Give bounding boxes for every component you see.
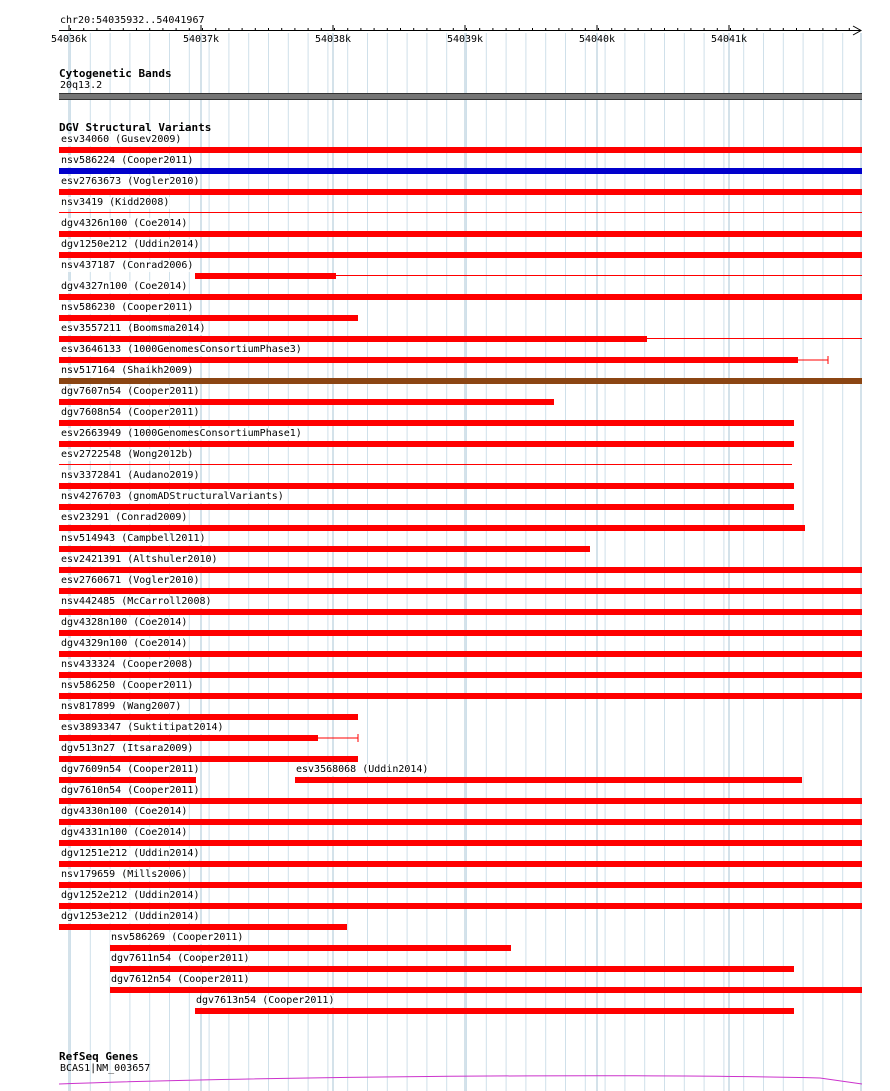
sv-feature-bar[interactable] xyxy=(59,168,862,174)
ruler-tick-label: 54041k xyxy=(710,34,748,45)
sv-feature-bar[interactable] xyxy=(59,924,347,930)
sv-feature-bar[interactable] xyxy=(59,567,862,573)
sv-feature[interactable] xyxy=(295,777,802,783)
sv-feature-label[interactable]: esv3557211 (Boomsma2014) xyxy=(61,323,206,334)
sv-feature-label[interactable]: nsv586230 (Cooper2011) xyxy=(61,302,194,313)
sv-feature-bar[interactable] xyxy=(59,399,554,405)
sv-feature-bar[interactable] xyxy=(59,882,862,888)
sv-feature-label[interactable]: dgv7612n54 (Cooper2011) xyxy=(111,974,250,985)
sv-feature[interactable] xyxy=(59,315,358,321)
sv-feature-bar[interactable] xyxy=(59,336,647,342)
sv-feature-bar[interactable] xyxy=(59,819,862,825)
sv-feature-bar[interactable] xyxy=(59,630,862,636)
sv-feature[interactable] xyxy=(59,861,862,867)
sv-feature-bar[interactable] xyxy=(59,441,794,447)
sv-feature-bar[interactable] xyxy=(59,378,862,384)
sv-feature-bar[interactable] xyxy=(195,1008,794,1014)
gene-intron-line xyxy=(59,1076,862,1084)
sv-feature-bar[interactable] xyxy=(59,147,862,153)
sv-feature-bar[interactable] xyxy=(59,651,862,657)
sv-feature[interactable] xyxy=(59,483,794,489)
sv-feature[interactable] xyxy=(59,168,862,174)
sv-feature-bar[interactable] xyxy=(59,777,196,783)
ruler-tick-label: 54037k xyxy=(182,34,220,45)
sv-feature[interactable] xyxy=(59,588,862,594)
sv-feature-label[interactable]: dgv7613n54 (Cooper2011) xyxy=(196,995,335,1006)
sv-feature-bar[interactable] xyxy=(59,840,862,846)
sv-feature[interactable] xyxy=(110,966,794,972)
sv-feature-bar[interactable] xyxy=(59,756,358,762)
refseq-track-title: RefSeq Genes xyxy=(59,1050,139,1063)
sv-feature-label[interactable]: esv2663949 (1000GenomesConsortiumPhase1) xyxy=(61,428,302,439)
sv-feature-label[interactable]: esv34060 (Gusev2009) xyxy=(61,134,182,145)
sv-feature-label[interactable]: dgv4329n100 (Coe2014) xyxy=(61,638,188,649)
ruler-tick-label: 54040k xyxy=(578,34,616,45)
sv-feature-label[interactable]: esv3568068 (Uddin2014) xyxy=(296,764,429,775)
sv-feature[interactable] xyxy=(110,987,862,993)
sv-feature-label[interactable]: nsv4276703 (gnomADStructuralVariants) xyxy=(61,491,284,502)
sv-feature-label[interactable]: dgv7611n54 (Cooper2011) xyxy=(111,953,250,964)
sv-feature[interactable] xyxy=(59,525,805,531)
sv-feature[interactable] xyxy=(59,840,862,846)
ruler-tick-label: 54038k xyxy=(314,34,352,45)
cytoband-track-title: Cytogenetic Bands xyxy=(59,67,172,80)
sv-feature[interactable] xyxy=(59,609,862,615)
sv-feature[interactable] xyxy=(59,147,862,153)
sv-feature[interactable] xyxy=(59,294,862,300)
sv-feature-bar[interactable] xyxy=(59,525,805,531)
sv-feature-bar[interactable] xyxy=(295,777,802,783)
sv-feature-bar[interactable] xyxy=(59,483,794,489)
location-label: chr20:54035932..54041967 xyxy=(60,15,205,26)
gene-label[interactable]: BCAS1|NM_003657 xyxy=(60,1063,151,1074)
sv-feature-bar[interactable] xyxy=(59,315,358,321)
sv-feature[interactable] xyxy=(59,420,794,426)
sv-track-title: DGV Structural Variants xyxy=(59,121,212,134)
sv-feature-bar[interactable] xyxy=(59,420,794,426)
sv-feature-bar[interactable] xyxy=(195,273,336,279)
sv-feature[interactable] xyxy=(59,630,862,636)
sv-feature[interactable] xyxy=(59,231,862,237)
sv-feature-bar[interactable] xyxy=(59,609,862,615)
sv-feature-bar[interactable] xyxy=(59,231,862,237)
sv-feature-label[interactable]: dgv4328n100 (Coe2014) xyxy=(61,617,188,628)
sv-feature-label[interactable]: nsv586250 (Cooper2011) xyxy=(61,680,194,691)
sv-feature-label[interactable]: nsv817899 (Wang2007) xyxy=(61,701,182,712)
sv-feature-label[interactable]: nsv433324 (Cooper2008) xyxy=(61,659,194,670)
sv-feature-bar[interactable] xyxy=(59,294,862,300)
sv-feature-label[interactable]: dgv4330n100 (Coe2014) xyxy=(61,806,188,817)
sv-feature-bar[interactable] xyxy=(110,987,862,993)
sv-feature-bar[interactable] xyxy=(59,189,862,195)
sv-feature-bar[interactable] xyxy=(59,504,794,510)
sv-feature[interactable] xyxy=(59,777,196,783)
ruler-tick-label: 54036k xyxy=(50,34,88,45)
sv-feature[interactable] xyxy=(59,651,862,657)
sv-feature-label[interactable]: esv2722548 (Wong2012b) xyxy=(61,449,194,460)
sv-feature-bar[interactable] xyxy=(59,693,862,699)
sv-feature[interactable] xyxy=(110,945,511,951)
sv-feature-label[interactable]: nsv179659 (Mills2006) xyxy=(61,869,188,880)
sv-feature-label[interactable]: dgv4331n100 (Coe2014) xyxy=(61,827,188,838)
sv-feature-bar[interactable] xyxy=(59,861,862,867)
sv-feature-label[interactable]: nsv437187 (Conrad2006) xyxy=(61,260,194,271)
sv-feature[interactable] xyxy=(195,273,862,279)
sv-feature[interactable] xyxy=(59,819,862,825)
sv-feature-label[interactable]: nsv3419 (Kidd2008) xyxy=(61,197,170,208)
sv-feature-label[interactable]: esv2421391 (Altshuler2010) xyxy=(61,554,218,565)
sv-feature[interactable] xyxy=(59,672,862,678)
ruler-tick-label: 54039k xyxy=(446,34,484,45)
sv-feature[interactable] xyxy=(59,336,862,342)
sv-feature[interactable] xyxy=(59,378,862,384)
sv-feature-label[interactable]: dgv7608n54 (Cooper2011) xyxy=(61,407,200,418)
sv-feature-label[interactable]: esv3893347 (Suktitipat2014) xyxy=(61,722,224,733)
sv-feature[interactable] xyxy=(59,356,828,364)
sv-feature-label[interactable]: dgv7610n54 (Cooper2011) xyxy=(61,785,200,796)
sv-feature-label[interactable]: dgv513n27 (Itsara2009) xyxy=(61,743,194,754)
sv-feature-label[interactable]: esv2760671 (Vogler2010) xyxy=(61,575,200,586)
sv-feature-label[interactable]: nsv442485 (McCarroll2008) xyxy=(61,596,212,607)
sv-feature-bar[interactable] xyxy=(59,546,590,552)
sv-feature-label[interactable]: dgv1250e212 (Uddin2014) xyxy=(61,239,200,250)
sv-feature[interactable] xyxy=(59,882,862,888)
sv-feature[interactable] xyxy=(59,441,794,447)
sv-feature-label[interactable]: nsv514943 (Campbell2011) xyxy=(61,533,206,544)
sv-feature-label[interactable]: dgv4327n100 (Coe2014) xyxy=(61,281,188,292)
sv-feature[interactable] xyxy=(59,399,554,405)
sv-feature[interactable] xyxy=(59,714,358,720)
sv-feature-bar[interactable] xyxy=(59,714,358,720)
refseq-gene-feature[interactable] xyxy=(0,1070,890,1091)
sv-feature[interactable] xyxy=(59,189,862,195)
sv-feature-label[interactable]: dgv1252e212 (Uddin2014) xyxy=(61,890,200,901)
sv-feature-label[interactable]: nsv3372841 (Audano2019) xyxy=(61,470,200,481)
sv-feature-label[interactable]: nsv586224 (Cooper2011) xyxy=(61,155,194,166)
sv-feature[interactable] xyxy=(59,693,862,699)
sv-feature[interactable] xyxy=(59,798,862,804)
sv-feature[interactable] xyxy=(59,734,358,742)
sv-feature-label[interactable]: esv23291 (Conrad2009) xyxy=(61,512,188,523)
sv-feature-label[interactable]: dgv1253e212 (Uddin2014) xyxy=(61,911,200,922)
sv-feature-label[interactable]: esv3646133 (1000GenomesConsortiumPhase3) xyxy=(61,344,302,355)
sv-feature[interactable] xyxy=(59,924,347,930)
cytoband-label: 20q13.2 xyxy=(60,80,103,91)
sv-feature[interactable] xyxy=(59,252,862,258)
sv-feature-label[interactable]: nsv586269 (Cooper2011) xyxy=(111,932,244,943)
sv-feature[interactable] xyxy=(59,546,590,552)
sv-feature-bar[interactable] xyxy=(59,588,862,594)
sv-feature-bar[interactable] xyxy=(59,672,862,678)
sv-feature[interactable] xyxy=(59,504,794,510)
sv-feature-bar[interactable] xyxy=(110,966,794,972)
sv-feature-bar[interactable] xyxy=(110,945,511,951)
sv-feature-label[interactable]: dgv7609n54 (Cooper2011) xyxy=(61,764,200,775)
sv-feature-bar[interactable] xyxy=(59,252,862,258)
sv-feature-bar[interactable] xyxy=(59,798,862,804)
sv-feature-label[interactable]: esv2763673 (Vogler2010) xyxy=(61,176,200,187)
sv-feature[interactable] xyxy=(59,567,862,573)
sv-feature[interactable] xyxy=(59,756,358,762)
sv-feature[interactable] xyxy=(195,1008,794,1014)
sv-feature-label[interactable]: nsv517164 (Shaikh2009) xyxy=(61,365,194,376)
sv-feature[interactable] xyxy=(59,903,862,909)
sv-feature-bar[interactable] xyxy=(59,903,862,909)
sv-feature-label[interactable]: dgv1251e212 (Uddin2014) xyxy=(61,848,200,859)
sv-feature-bar[interactable] xyxy=(59,735,318,741)
sv-feature-bar[interactable] xyxy=(59,357,798,363)
sv-feature-label[interactable]: dgv4326n100 (Coe2014) xyxy=(61,218,188,229)
sv-feature-label[interactable]: dgv7607n54 (Cooper2011) xyxy=(61,386,200,397)
